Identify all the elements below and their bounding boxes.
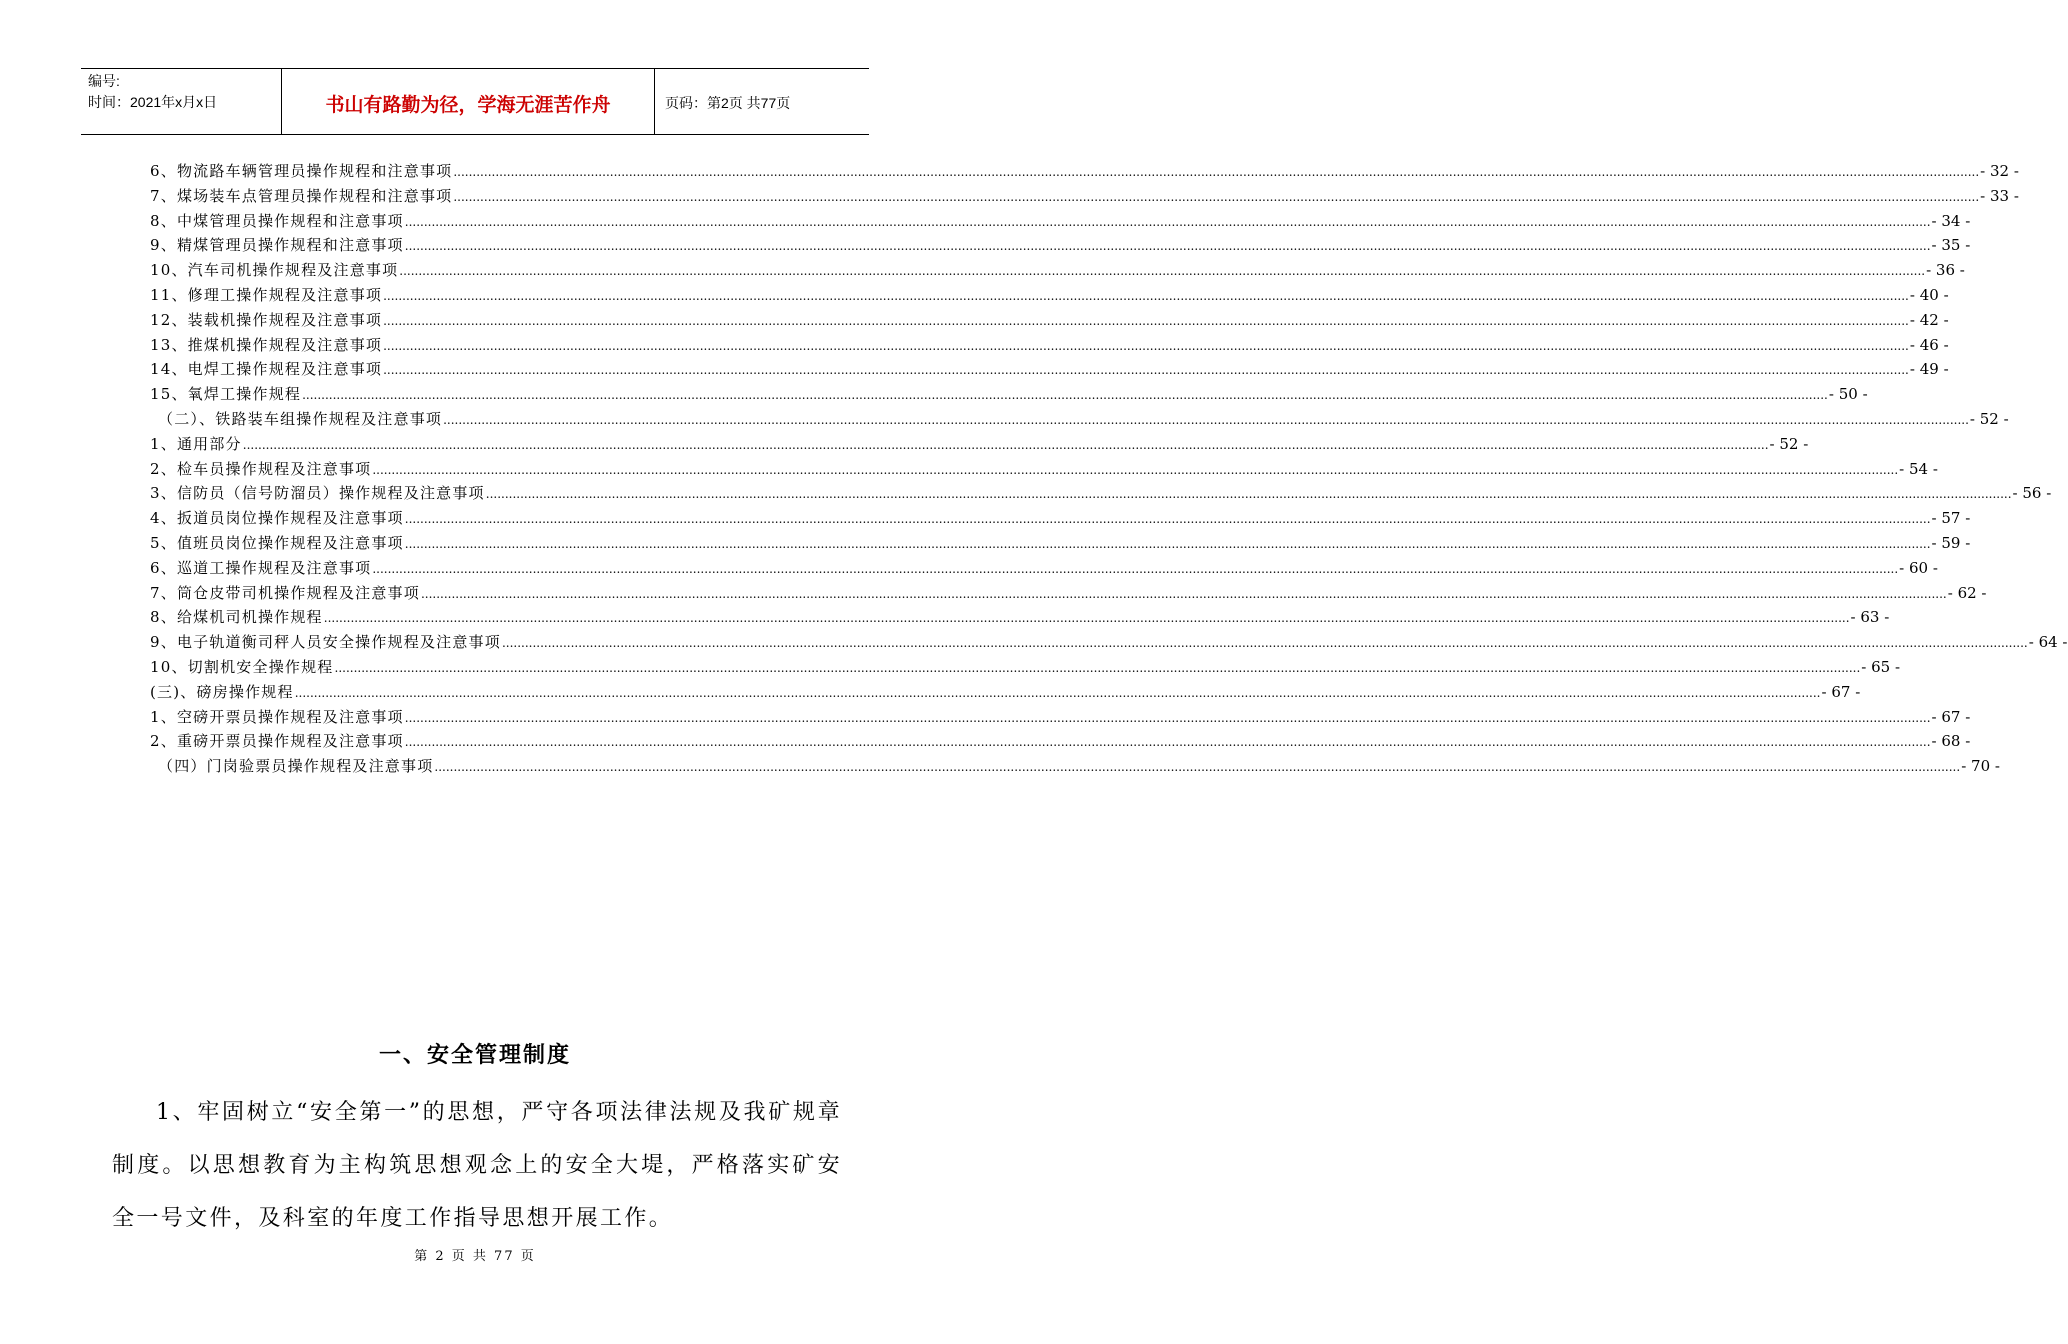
toc-leader-dots: ................................................................................................................................................................................................................................................................................................................................................................................................................ — [453, 189, 1980, 204]
toc-entry-page: - 42 - — [1909, 310, 1949, 329]
toc-entry[interactable] — [150, 730, 1971, 755]
toc-entry-title: 7、煤场装车点管理员操作规程和注意事项 — [150, 186, 453, 205]
toc-leader-dots: ................................................................................................................................................................................................................................................................................................................................................................................................................ — [420, 586, 1947, 601]
toc-leader-dots: ................................................................................................................................................................................................................................................................................................................................................................................................................ — [485, 487, 2012, 502]
toc-entry-page: - 56 - — [2012, 484, 2052, 503]
toc-entry-page: - 54 - — [1899, 459, 1938, 478]
toc-leader-dots: ................................................................................................................................................................................................................................................................................................................................................................................................................ — [334, 660, 1861, 675]
toc-entry-page: - 49 - — [1909, 360, 1949, 379]
toc-entry[interactable] — [150, 358, 1949, 383]
toc-leader-dots: ................................................................................................................................................................................................................................................................................................................................................................................................................ — [404, 214, 1931, 229]
toc-entry-title: 12、装载机操作规程及注意事项 — [150, 310, 383, 329]
toc-entry-title: 6、物流路车辆管理员操作规程和注意事项 — [150, 162, 453, 180]
header-meta — [81, 69, 282, 134]
toc-entry[interactable] — [150, 507, 1971, 532]
document-date: 时间：2021年x月x日 — [88, 94, 218, 110]
toc-entry-page: - 70 - — [1961, 757, 2000, 776]
toc-entry-page: - 57 - — [1931, 509, 1971, 528]
toc-leader-dots: ................................................................................................................................................................................................................................................................................................................................................................................................................ — [404, 536, 1931, 551]
toc-entry-title: 2、检车员操作规程及注意事项 — [150, 459, 372, 478]
toc-entry[interactable] — [150, 755, 2000, 780]
toc-leader-dots: ................................................................................................................................................................................................................................................................................................................................................................................................................ — [399, 264, 1926, 279]
toc-entry-page: - 68 - — [1931, 732, 1971, 751]
toc-entry-page: - 59 - — [1931, 533, 1971, 552]
toc-entry-page: - 34 - — [1931, 211, 1971, 230]
toc-entry-page: - 62 - — [1947, 583, 1987, 602]
toc-entry[interactable] — [150, 383, 1868, 408]
toc-entry[interactable] — [150, 433, 1809, 458]
toc-leader-dots: ................................................................................................................................................................................................................................................................................................................................................................................................................ — [294, 685, 1821, 700]
toc-entry[interactable] — [150, 532, 1971, 557]
toc-leader-dots: ................................................................................................................................................................................................................................................................................................................................................................................................................ — [404, 239, 1931, 254]
toc-entry[interactable] — [150, 582, 1987, 607]
toc-entry-page: - 50 - — [1828, 385, 1868, 404]
table-of-contents — [150, 160, 2068, 780]
header-page-info: 页码：第2页 共77页 — [665, 94, 791, 111]
toc-entry[interactable] — [150, 458, 1938, 483]
toc-entry[interactable] — [150, 408, 2009, 433]
toc-leader-dots: ................................................................................................................................................................................................................................................................................................................................................................................................................ — [372, 561, 1899, 576]
toc-entry-title: 10、汽车司机操作规程及注意事项 — [150, 261, 399, 280]
toc-entry-page: - 64 - — [2028, 633, 2068, 652]
toc-entry[interactable] — [150, 482, 2052, 507]
toc-entry[interactable] — [150, 284, 1949, 309]
toc-leader-dots: ................................................................................................................................................................................................................................................................................................................................................................................................................ — [453, 165, 1980, 179]
toc-leader-dots: ................................................................................................................................................................................................................................................................................................................................................................................................................ — [501, 636, 2028, 651]
toc-entry-title: 5、值班员岗位操作规程及注意事项 — [150, 533, 404, 552]
toc-entry-title: 2、重磅开票员操作规程及注意事项 — [150, 732, 404, 751]
toc-entry-page: - 36 - — [1926, 261, 1965, 280]
toc-entry-title: 9、精煤管理员操作规程和注意事项 — [150, 236, 404, 255]
toc-leader-dots: ................................................................................................................................................................................................................................................................................................................................................................................................................ — [383, 363, 1909, 378]
body-paragraph: 1、牢固树立“安全第一”的思想，严守各项法律法规及我矿规章制度。以思想教育为主构筑思想观念上的安全大堤，严格落实矿安全一号文件，及科室的年度工作指导思想开展工作。 — [112, 1100, 842, 1231]
toc-entry-title: 8、中煤管理员操作规程和注意事项 — [150, 211, 404, 230]
toc-entry[interactable] — [150, 334, 1949, 359]
toc-leader-dots: ................................................................................................................................................................................................................................................................................................................................................................................................................ — [242, 437, 1769, 452]
toc-entry-title: 11、修理工操作规程及注意事项 — [150, 285, 383, 304]
toc-entry-page: - 52 - — [1969, 409, 2009, 428]
toc-entry-page: - 67 - — [1821, 682, 1861, 701]
toc-entry-page: - 40 - — [1909, 285, 1949, 304]
document-number-label: 编号: — [88, 73, 120, 89]
toc-entry-title: 8、给煤机司机操作规程 — [150, 608, 323, 627]
toc-entry-title: （四）门岗验票员操作规程及注意事项 — [158, 757, 434, 776]
toc-entry-title: (三)、磅房操作规程 — [150, 682, 294, 701]
toc-entry-title: 3、信防员（信号防溜员）操作规程及注意事项 — [150, 484, 485, 503]
toc-entry[interactable] — [150, 160, 2019, 185]
toc-leader-dots: ................................................................................................................................................................................................................................................................................................................................................................................................................ — [323, 611, 1850, 626]
page-footer: 第 2 页 共 77 页 — [414, 1249, 536, 1264]
toc-entry-page: - 33 - — [1980, 186, 2019, 205]
toc-entry-page: - 32 - — [1980, 162, 2019, 180]
toc-entry[interactable] — [150, 185, 2019, 210]
toc-entry-title: 1、空磅开票员操作规程及注意事项 — [150, 707, 404, 726]
toc-entry[interactable] — [150, 631, 2068, 656]
toc-entry-title: 4、扳道员岗位操作规程及注意事项 — [150, 509, 404, 528]
toc-entry-page: - 67 - — [1931, 707, 1971, 726]
toc-entry-title: （二）、铁路装车组操作规程及注意事项 — [158, 409, 443, 428]
header-motto: 书山有路勤为径，学海无涯苦作舟 — [282, 69, 655, 134]
toc-leader-dots: ................................................................................................................................................................................................................................................................................................................................................................................................................ — [383, 313, 1909, 328]
toc-entry[interactable] — [150, 606, 1890, 631]
toc-entry[interactable] — [150, 234, 1971, 259]
toc-leader-dots: ................................................................................................................................................................................................................................................................................................................................................................................................................ — [302, 388, 1828, 403]
toc-entry-page: - 35 - — [1931, 236, 1971, 255]
toc-leader-dots: ................................................................................................................................................................................................................................................................................................................................................................................................................ — [434, 760, 1961, 775]
toc-entry-title: 13、推煤机操作规程及注意事项 — [150, 335, 383, 354]
toc-entry[interactable] — [150, 681, 1861, 706]
toc-entry-page: - 65 - — [1861, 657, 1901, 676]
toc-leader-dots: ................................................................................................................................................................................................................................................................................................................................................................................................................ — [372, 462, 1899, 477]
toc-entry-title: 14、电焊工操作规程及注意事项 — [150, 360, 383, 379]
toc-entry-title: 9、电子轨道衡司秤人员安全操作规程及注意事项 — [150, 633, 501, 652]
toc-entry-page: - 60 - — [1899, 558, 1938, 577]
toc-leader-dots: ................................................................................................................................................................................................................................................................................................................................................................................................................ — [404, 710, 1931, 725]
toc-entry-page: - 52 - — [1769, 434, 1809, 453]
toc-entry-title: 15、氧焊工操作规程 — [150, 385, 302, 404]
toc-entry[interactable] — [150, 259, 1965, 284]
toc-leader-dots: ................................................................................................................................................................................................................................................................................................................................................................................................................ — [404, 512, 1931, 527]
toc-entry-page: - 63 - — [1850, 608, 1890, 627]
toc-entry-title: 1、通用部分 — [150, 434, 242, 453]
section-title: 一、安全管理制度 — [378, 1043, 571, 1068]
section-body — [112, 1086, 842, 1245]
toc-entry-title: 10、切割机安全操作规程 — [150, 657, 334, 676]
toc-entry[interactable] — [150, 706, 1971, 731]
toc-entry[interactable] — [150, 557, 1938, 582]
toc-leader-dots: ................................................................................................................................................................................................................................................................................................................................................................................................................ — [383, 288, 1909, 303]
toc-leader-dots: ................................................................................................................................................................................................................................................................................................................................................................................................................ — [443, 412, 1969, 427]
toc-entry[interactable] — [150, 656, 1901, 681]
toc-entry-title: 7、筒仓皮带司机操作规程及注意事项 — [150, 583, 420, 602]
toc-leader-dots: ................................................................................................................................................................................................................................................................................................................................................................................................................ — [404, 735, 1931, 750]
page-header — [81, 68, 869, 135]
toc-leader-dots: ................................................................................................................................................................................................................................................................................................................................................................................................................ — [383, 338, 1909, 353]
toc-entry-page: - 46 - — [1909, 335, 1949, 354]
toc-entry[interactable] — [150, 210, 1971, 235]
toc-entry-title: 6、巡道工操作规程及注意事项 — [150, 558, 372, 577]
toc-entry[interactable] — [150, 309, 1949, 334]
